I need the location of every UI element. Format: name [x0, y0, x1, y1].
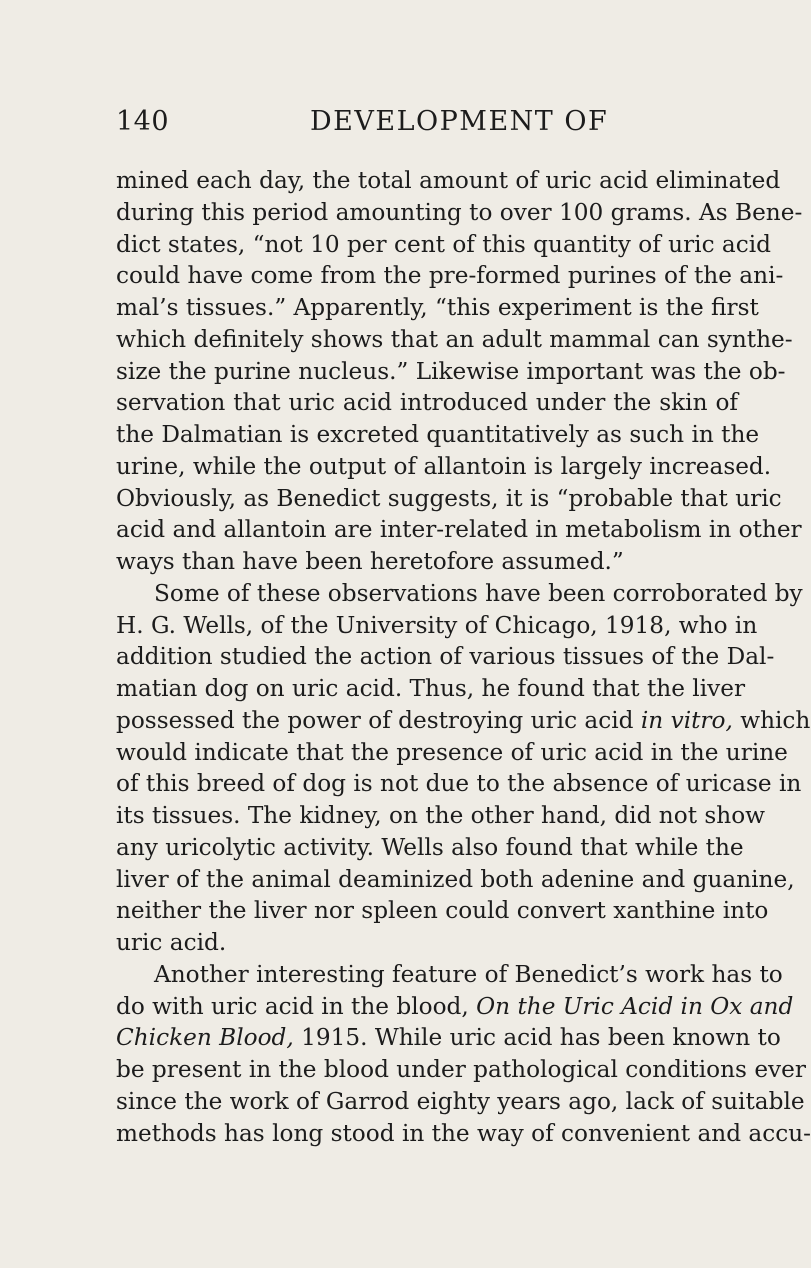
text-line: acid and allantoin are inter-related in metabolism in other: [116, 516, 802, 544]
text-line: Some of these observations have been corroborated by: [154, 579, 803, 607]
text-line: mal’s tissues.” Apparently, “this experiment is the first: [116, 294, 759, 321]
text-line: liver of the animal deaminized both adenine and guanine,: [116, 865, 795, 893]
text-line: dict states, “not 10 per cent of this quantity of uric acid: [116, 230, 772, 258]
italic-run: On the Uric Acid in Ox and: [476, 992, 794, 1020]
text-line: mined each day, the total amount of uric acid eliminated: [116, 167, 781, 194]
text-line: neither the liver nor spleen could convert xanthine into: [116, 897, 769, 925]
text-line: its tissues. The kidney, on the other hand, did not show: [116, 802, 766, 829]
italic-run: in vitro,: [640, 706, 733, 734]
text-line: the Dalmatian is excreted quantitatively as such in the: [116, 421, 760, 448]
text-run: which: [732, 706, 811, 734]
body-text: [116, 165, 811, 1149]
text-line: addition studied the action of various tissues of the Dal-: [116, 643, 775, 671]
text-line: H. G. Wells, of the University of Chicago, 1918, who in: [116, 611, 758, 639]
text-line: which definitely shows that an adult mammal can synthe-: [116, 325, 793, 353]
text-line: uric acid.: [116, 929, 227, 956]
text-line: Obviously, as Benedict suggests, it is “probable that uric: [116, 484, 782, 512]
text-line: could have come from the pre-formed purines of the ani-: [116, 262, 784, 290]
text-line-with-italic: [116, 1022, 781, 1054]
running-head: DEVELOPMENT OF: [310, 106, 609, 137]
text-line: size the purine nucleus.” Likewise important was the ob-: [116, 357, 786, 385]
text-line: would indicate that the presence of uric acid in the urine: [116, 738, 788, 766]
text-run: do with uric acid in the blood,: [116, 992, 477, 1020]
text-line: of this breed of dog is not due to the absence of uricase in: [116, 770, 802, 798]
text-line: during this period amounting to over 100 grams. As Bene-: [116, 198, 803, 226]
text-line: ways than have been heretofore assumed.”: [116, 548, 624, 575]
page-header: [116, 106, 736, 146]
text-line: [116, 959, 783, 991]
text-line: be present in the blood under pathological conditions ever: [116, 1056, 806, 1083]
text-run: 1915. While uric acid has been known to: [293, 1024, 781, 1052]
page-number: 140: [116, 106, 170, 137]
text-line-with-italic: [116, 705, 811, 737]
text-run: possessed the power of destroying uric acid: [116, 706, 641, 734]
text-line: any uricolytic activity. Wells also found that while the: [116, 833, 744, 861]
text-line: since the work of Garrod eighty years ago, lack of suitable: [116, 1087, 805, 1115]
text-line: servation that uric acid introduced under the skin of: [116, 389, 738, 417]
italic-run: Chicken Blood,: [116, 1024, 294, 1052]
text-run: Another interesting feature of Benedict’s work has to: [154, 960, 783, 988]
text-line: urine, while the output of allantoin is largely increased.: [116, 452, 772, 480]
text-line: methods has long stood in the way of convenient and accu-: [116, 1119, 811, 1147]
text-line-with-italic: [116, 991, 794, 1023]
text-line: matian dog on uric acid. Thus, he found that the liver: [116, 675, 746, 702]
